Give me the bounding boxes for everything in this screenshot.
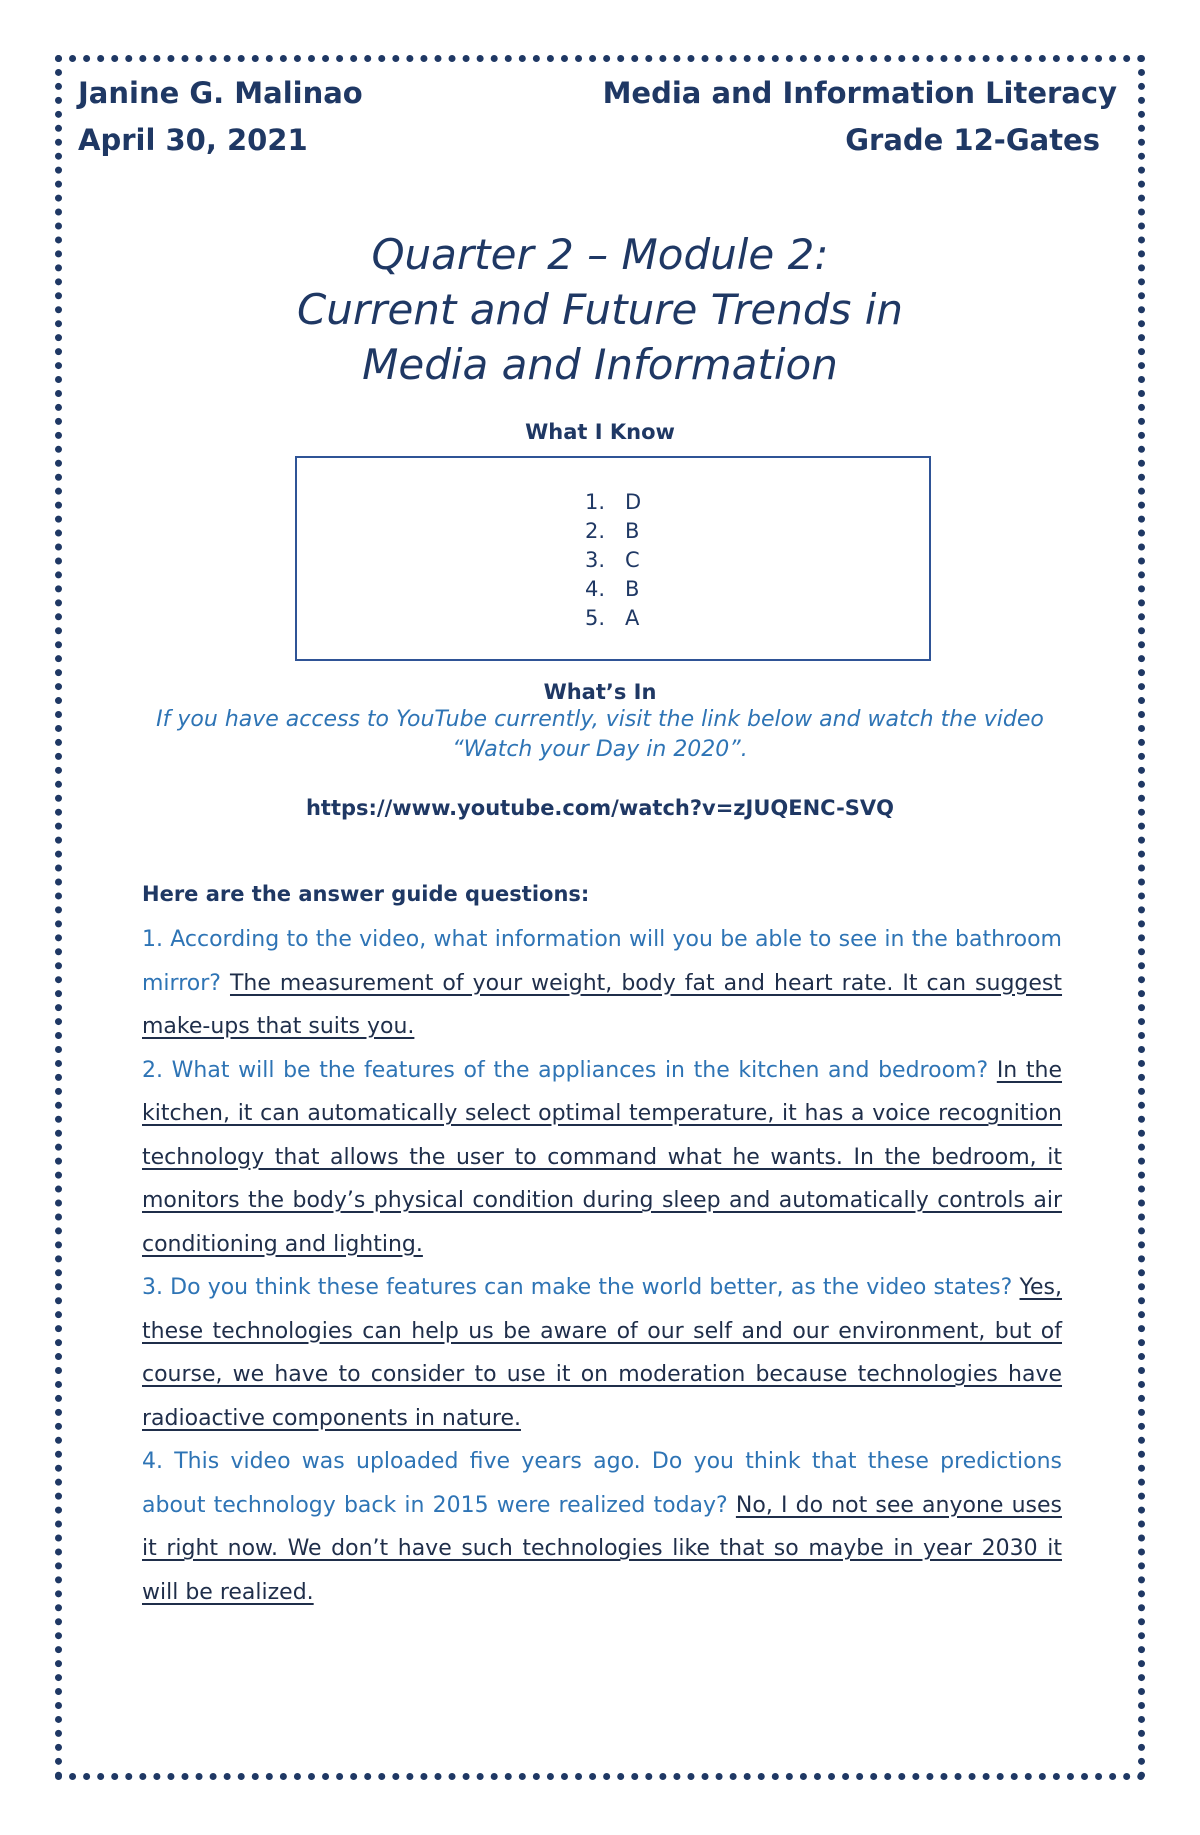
whats-in-heading: What’s In <box>543 680 657 704</box>
question-text: 1. According to the video, what information will you be able to see in the bathroom mirror? <box>142 927 1062 996</box>
qa-item-3 <box>142 1266 1062 1440</box>
guide-heading: Here are the answer guide questions: <box>142 882 590 906</box>
subject: Media and Information Literacy <box>602 76 1117 110</box>
grade-section: Grade 12-Gates <box>845 123 1100 157</box>
answer-list <box>585 488 641 633</box>
title-line-3: Media and Information <box>362 340 838 389</box>
list-item: 5. A <box>585 606 640 630</box>
list-item: 1. D <box>585 490 642 514</box>
question-text: 2. What will be the features of the appliances in the kitchen and bedroom? <box>142 1057 989 1083</box>
answer-text: The measurement of your weight, body fat and heart rate. It can suggest make-ups that suits you. <box>142 970 1063 1039</box>
qa-item-4 <box>142 1440 1062 1614</box>
list-item: 2. B <box>585 519 640 543</box>
list-item: 4. B <box>585 577 640 601</box>
answer-text: Yes, these technologies can help us be aware of our self and our environment, but of course, we have to consider to use it on moderation because technologies have radioactive components in nature. <box>142 1275 1063 1431</box>
what-i-know-heading: What I Know <box>525 420 675 444</box>
qa-item-1 <box>142 918 1062 1049</box>
title-line-1: Quarter 2 – Module 2: <box>371 230 829 279</box>
question-text: 4. This video was uploaded five years ago. Do you think that these predictions about technology back in 2015 were realized today? <box>142 1449 1062 1518</box>
qa-item-2 <box>142 1049 1062 1267</box>
list-item: 3. C <box>585 548 640 572</box>
student-name: Janine G. Malinao <box>78 76 363 110</box>
date: April 30, 2021 <box>78 123 308 157</box>
answer-text: No, I do not see anyone uses it right now. We don’t have such technologies like that so maybe in year 2030 it will be realized. <box>142 1492 1062 1605</box>
whats-in-instruction: If you have access to YouTube currently, visit the link below and watch the video “Watch your Day in 2020”. <box>156 707 1044 762</box>
guide-questions <box>142 918 1062 1614</box>
answer-text: In the kitchen, it can automatically select optimal temperature, it has a voice recognition technology that allows the user to command what he wants. In the bedroom, it monitors the body’s physical condition during sleep and automatically controls air conditioning and lighting. <box>142 1057 1063 1257</box>
question-text: 3. Do you think these features can make the world better, as the video states? <box>142 1275 1013 1300</box>
youtube-link[interactable]: https://www.youtube.com/watch?v=zJUQENC-SVQ <box>305 796 895 820</box>
title-line-2: Current and Future Trends in <box>296 285 904 334</box>
